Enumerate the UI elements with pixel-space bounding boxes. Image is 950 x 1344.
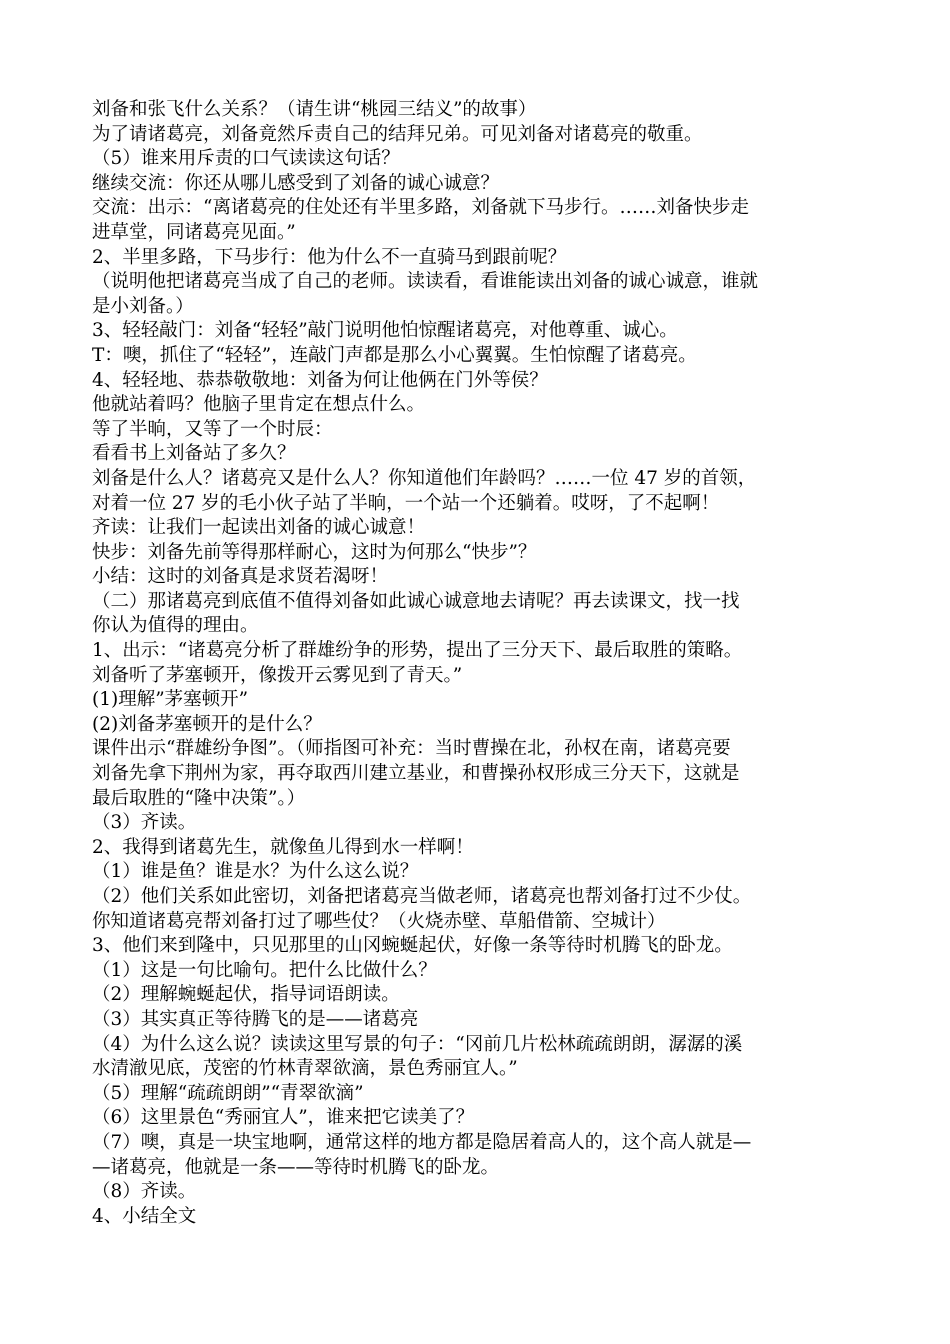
text-line: 齐读：让我们一起读出刘备的诚心诚意！ — [92, 517, 426, 539]
text-line: （4）为什么这么说？读读这里写景的句子：“冈前几片松林疏疏朗朗，潺潺的溪 — [92, 1033, 743, 1055]
text-line: 2、半里多路，下马步行：他为什么不一直骑马到跟前呢？ — [92, 246, 567, 268]
text-line: （2）他们关系如此密切，刘备把诸葛亮当做老师，诸葛亮也帮刘备打过不少仗。 — [92, 886, 752, 907]
text-line: 继续交流：你还从哪儿感受到了刘备的诚心诚意？ — [92, 172, 500, 194]
text-line: 交流：出示：“离诸葛亮的住处还有半里多路，刘备就下马步行。……刘备快步走 — [92, 197, 749, 219]
text-line: 对着一位 27 岁的毛小伙子站了半晌，一个站一个还躺着。哎呀，了不起啊！ — [92, 492, 720, 514]
text-line: 他就站着吗？他脑子里肯定在想点什么。 — [92, 394, 426, 416]
text-line: （二）那诸葛亮到底值不值得刘备如此诚心诚意地去请呢？再去读课文，找一找 — [92, 590, 740, 612]
text-line: 水清澈见底，茂密的竹林青翠欲滴，景色秀丽宜人。” — [92, 1058, 518, 1080]
text-line: 3、他们来到隆中，只见那里的山冈蜿蜒起伏，好像一条等待时机腾飞的卧龙。 — [92, 935, 733, 957]
text-line: 4、小结全文 — [92, 1205, 197, 1227]
text-line: （说明他把诸葛亮当成了自己的老师。读读看，看谁能读出刘备的诚心诚意，谁就 — [92, 271, 759, 293]
text-line: 最后取胜的“隆中决策”。） — [92, 787, 306, 809]
text-line: 刘备听了茅塞顿开，像拨开云雾见到了青天。” — [92, 664, 463, 686]
text-line: 你认为值得的理由。 — [92, 615, 259, 637]
text-line: 2、我得到诸葛先生，就像鱼儿得到水一样啊！ — [92, 836, 474, 858]
text-line: （7）噢，真是一块宝地啊，通常这样的地方都是隐居着高人的，这个高人就是— — [92, 1131, 752, 1153]
text-line: 进草堂，同诸葛亮见面。” — [92, 221, 296, 243]
text-line: (1)理解”茅塞顿开” — [92, 689, 249, 711]
text-line: 小结：这时的刘备真是求贤若渴呀！ — [92, 566, 389, 588]
text-line: 刘备先拿下荆州为家，再夺取西川建立基业，和曹操孙权形成三分天下，这就是 — [92, 763, 740, 785]
text-line: 你知道诸葛亮帮刘备打过了哪些仗？（火烧赤壁、草船借箭、空城计） — [92, 910, 666, 932]
document-body — [92, 98, 868, 1229]
text-line: （3）齐读。 — [92, 812, 197, 834]
text-line: 1、出示：“诸葛亮分析了群雄纷争的形势，提出了三分天下、最后取胜的策略。 — [92, 640, 743, 662]
text-line: 课件出示“群雄纷争图”。（师指图可补充：当时曹操在北，孙权在南，诸葛亮要 — [92, 738, 731, 760]
text-line: 刘备是什么人？诸葛亮又是什么人？你知道他们年龄吗？……一位 47 岁的首领， — [92, 467, 757, 489]
text-line: 3、轻轻敲门：刘备“轻轻”敲门说明他怕惊醒诸葛亮，对他尊重、诚心。 — [92, 320, 678, 342]
text-line: 是小刘备。） — [92, 295, 194, 317]
text-line: （6）这里景色“秀丽宜人”，谁来把它读美了？ — [92, 1107, 475, 1129]
text-line: （2）理解蜿蜒起伏，指导词语朗读。 — [92, 984, 400, 1006]
text-line: 等了半晌，又等了一个时辰： — [92, 418, 333, 440]
text-line: 刘备和张飞什么关系？（请生讲“桃园三结义”的故事） — [92, 99, 537, 120]
text-line: （8）齐读。 — [92, 1181, 197, 1203]
text-line: （1）这是一句比喻句。把什么比做什么？ — [92, 959, 437, 981]
text-line: 看看书上刘备站了多久？ — [92, 443, 296, 465]
text-line: 4、轻轻地、恭恭敬敬地：刘备为何让他俩在门外等侯？ — [92, 369, 548, 391]
text-line: （1）谁是鱼？谁是水？为什么这么说？ — [92, 861, 419, 883]
text-line: （3）其实真正等待腾飞的是——诸葛亮 — [92, 1008, 419, 1030]
text-line: (2)刘备茅塞顿开的是什么？ — [92, 713, 322, 735]
text-line: （5）理解“疏疏朗朗”“青翠欲滴” — [92, 1082, 364, 1104]
text-line: 为了请诸葛亮，刘备竟然斥责自己的结拜兄弟。可见刘备对诸葛亮的敬重。 — [92, 123, 703, 145]
text-line: —诸葛亮，他就是一条——等待时机腾飞的卧龙。 — [92, 1156, 500, 1178]
text-line: T：噢，抓住了“轻轻”，连敲门声都是那么小心翼翼。生怕惊醒了诸葛亮。 — [92, 344, 697, 366]
text-line: （5）谁来用斥责的口气读读这句话？ — [92, 148, 400, 170]
text-line: 快步：刘备先前等得那样耐心，这时为何那么“快步”？ — [92, 541, 537, 563]
